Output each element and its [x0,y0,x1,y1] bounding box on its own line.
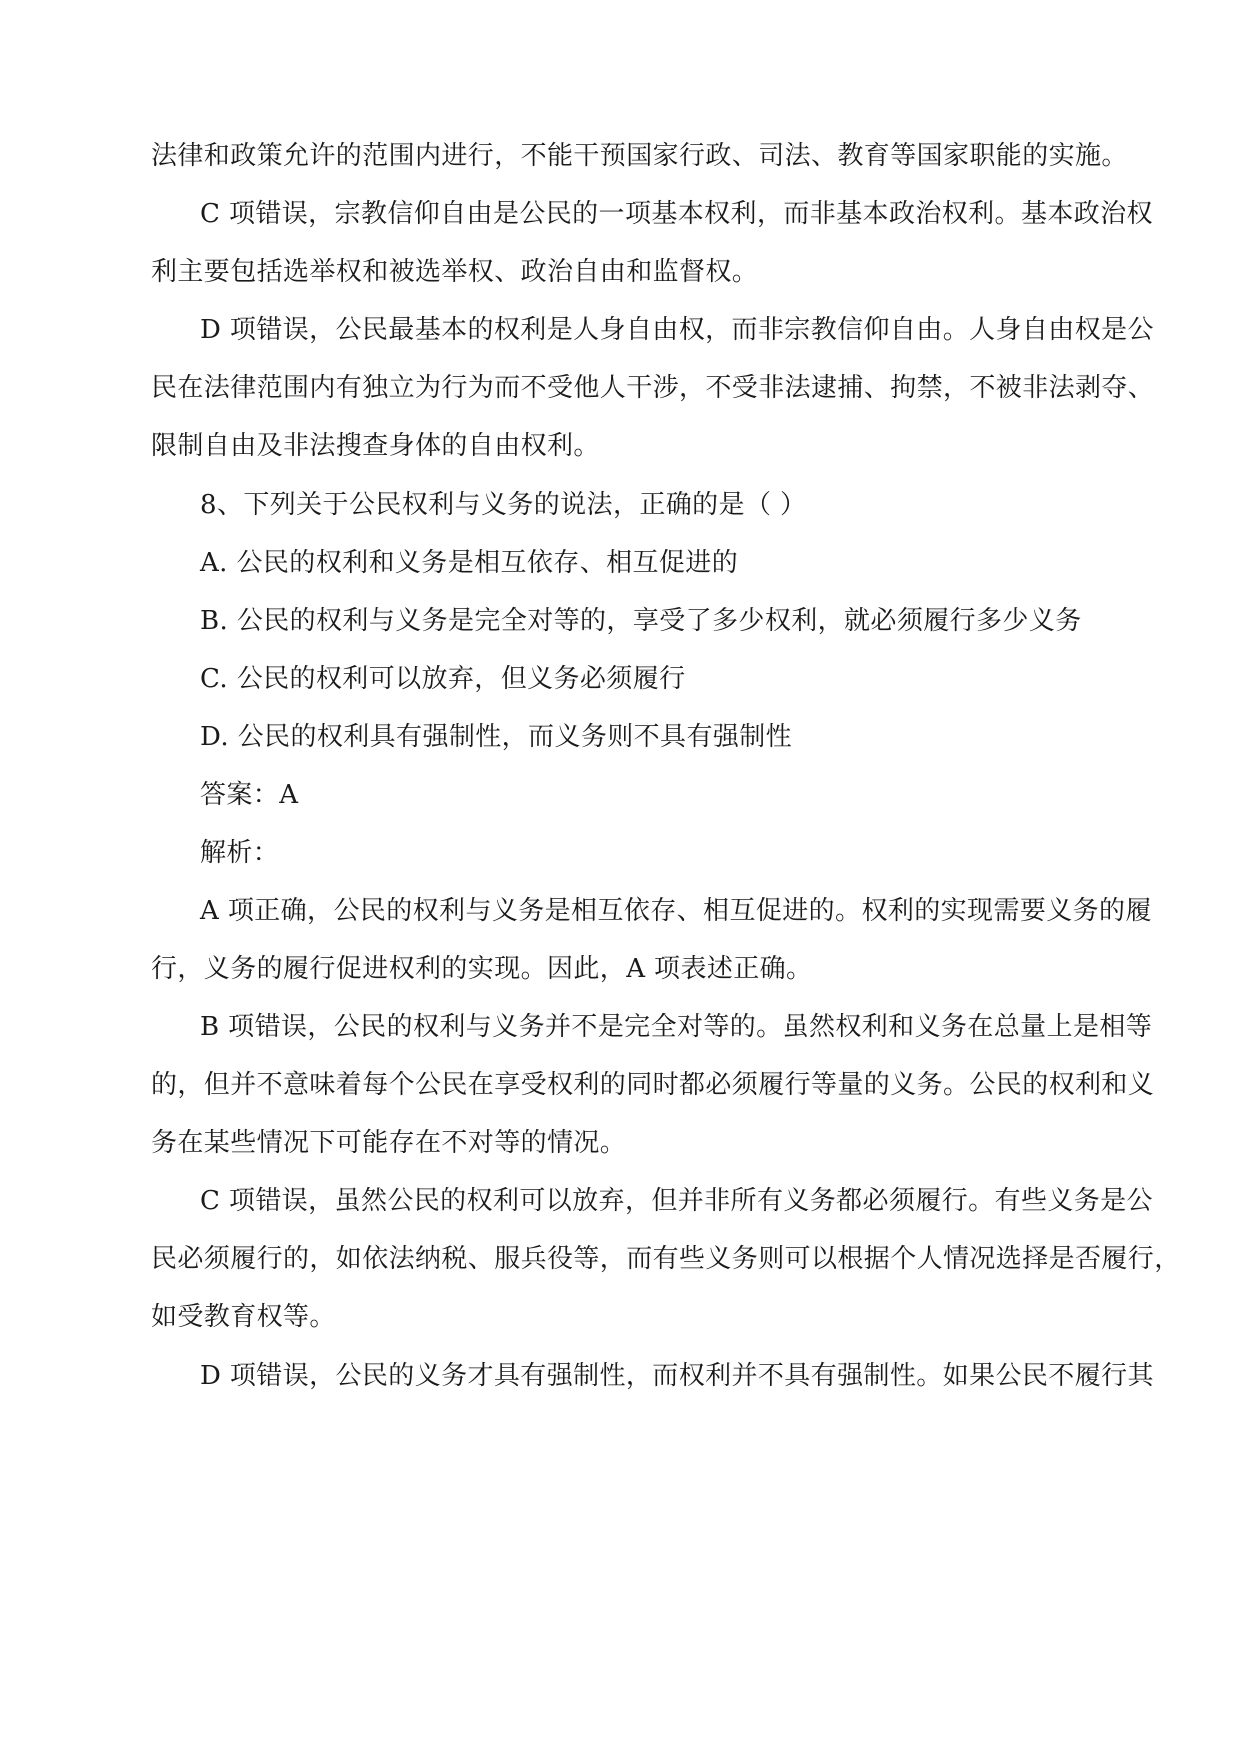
paragraph-line: A 项正确，公民的权利与义务是相互依存、相互促进的。权利的实现需要义务的履 [200,896,1152,926]
paragraph-line: C 项错误，虽然公民的权利可以放弃，但并非所有义务都必须履行。有些义务是公 [200,1186,1153,1216]
paragraph-line: C 项错误，宗教信仰自由是公民的一项基本权利，而非基本政治权利。基本政治权 [200,199,1153,229]
paragraph-line: D 项错误，公民最基本的权利是人身自由权，而非宗教信仰自由。人身自由权是公 [200,315,1154,345]
option-d: D. 公民的权利具有强制性，而义务则不具有强制性 [200,722,793,752]
paragraph-line: 行，义务的履行促进权利的实现。因此，A 项表述正确。 [151,954,813,984]
paragraph-line: 如受教育权等。 [151,1302,336,1332]
option-a: A. 公民的权利和义务是相互依存、相互促进的 [200,548,739,578]
paragraph-line: 法律和政策允许的范围内进行，不能干预国家行政、司法、教育等国家职能的实施。 [151,141,1128,171]
paragraph-line: 务在某些情况下可能存在不对等的情况。 [151,1128,627,1158]
paragraph-line: 的，但并不意味着每个公民在享受权利的同时都必须履行等量的义务。公民的权利和义 [151,1070,1155,1100]
analysis-label: 解析： [200,838,280,868]
paragraph-line: D 项错误，公民的义务才具有强制性，而权利并不具有强制性。如果公民不履行其 [200,1361,1154,1391]
paragraph-line: B 项错误，公民的权利与义务并不是完全对等的。虽然权利和义务在总量上是相等 [200,1012,1153,1042]
paragraph-line: 民在法律范围内有独立为行为而不受他人干涉，不受非法逮捕、拘禁，不被非法剥夺、 [151,373,1155,403]
paragraph-line: 利主要包括选举权和被选举权、政治自由和监督权。 [151,257,759,287]
question-title: 8、下列关于公民权利与义务的说法，正确的是（ ） [200,490,807,520]
paragraph-line: 民必须履行的，如依法纳税、服兵役等，而有些义务则可以根据个人情况选择是否履行， [151,1244,1181,1274]
answer-line: 答案：A [200,780,299,810]
paragraph-line: 限制自由及非法搜查身体的自由权利。 [151,431,600,461]
option-b: B. 公民的权利与义务是完全对等的，享受了多少权利，就必须履行多少义务 [200,606,1082,636]
option-c: C. 公民的权利可以放弃，但义务必须履行 [200,664,686,694]
